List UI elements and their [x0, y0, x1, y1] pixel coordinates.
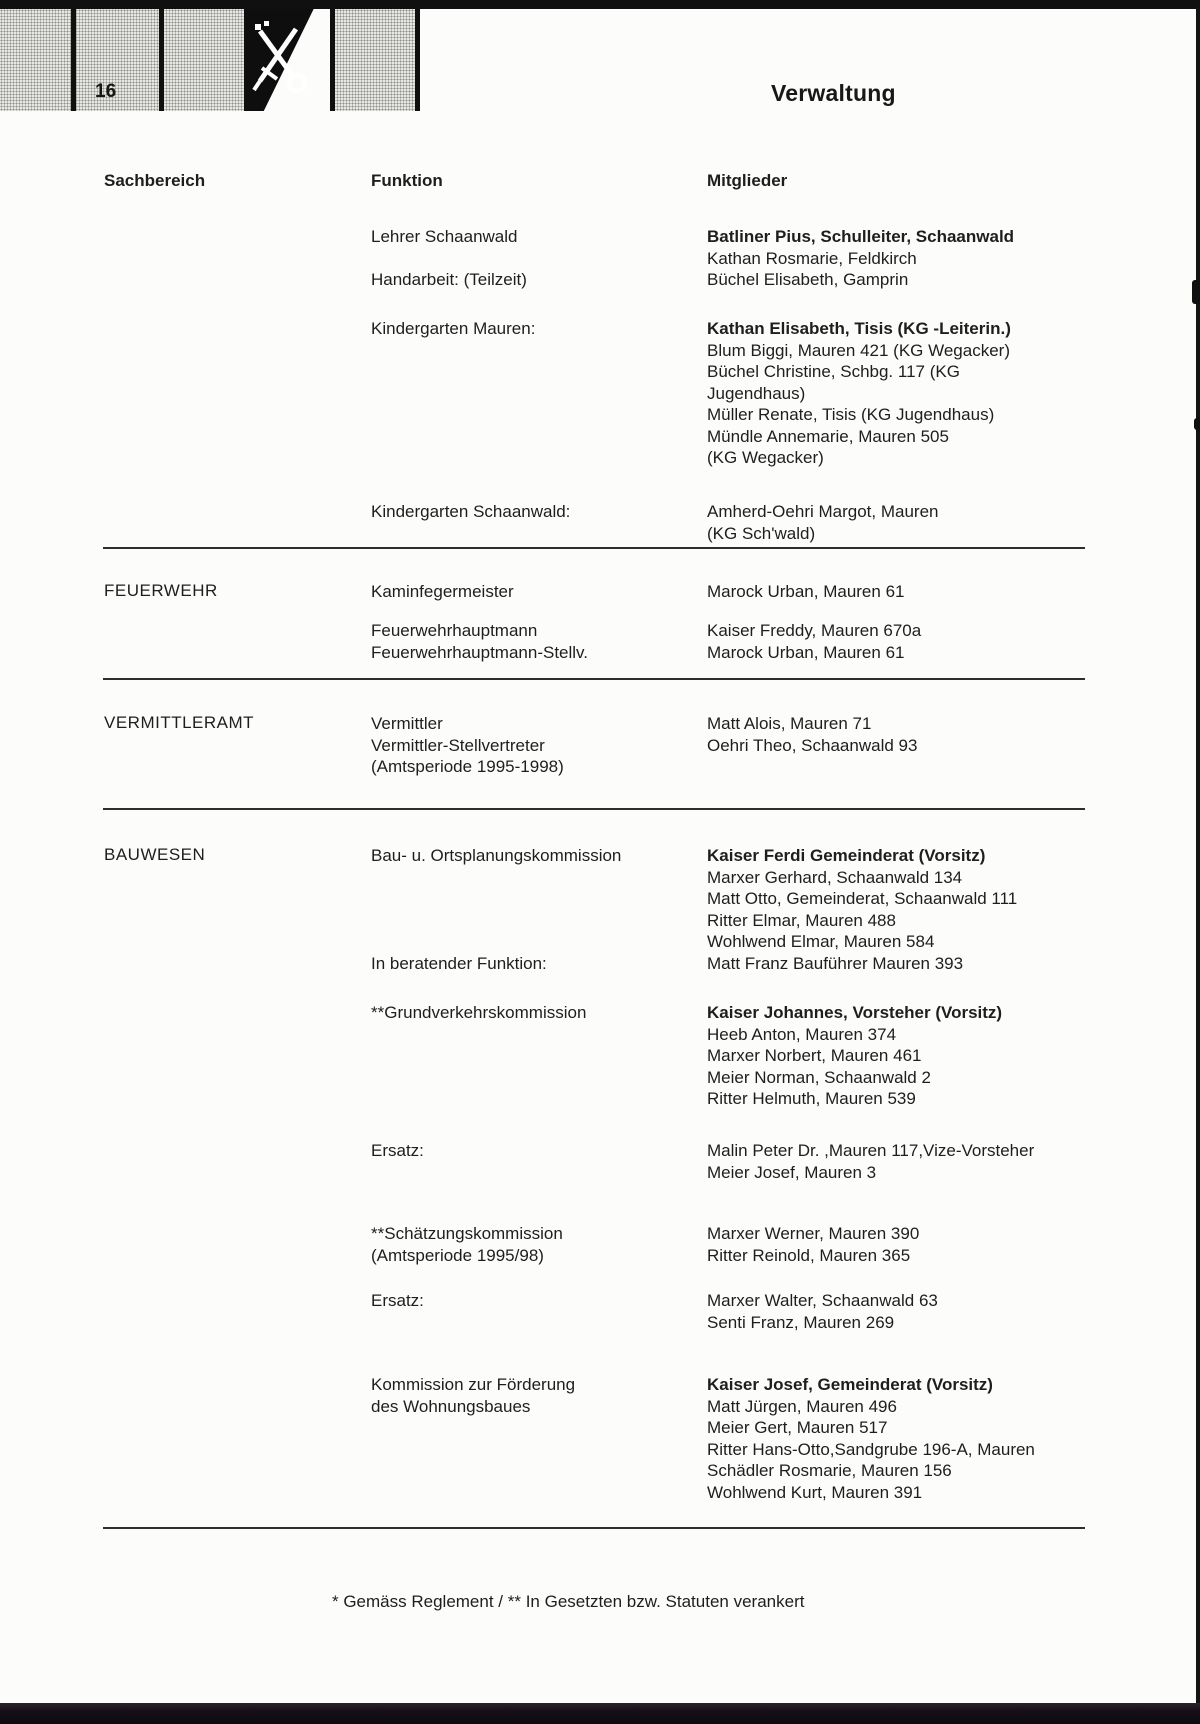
section-divider-rule	[103, 808, 1085, 810]
mitglieder-line: Marxer Werner, Mauren 390	[707, 1224, 920, 1243]
mitglieder-line: Kaiser Johannes, Vorsteher (Vorsitz)	[707, 1003, 1003, 1022]
funktion-cell	[371, 1290, 424, 1312]
mitglieder-line: Meier Gert, Mauren 517	[707, 1418, 888, 1437]
mitglieder-line: Wohlwend Elmar, Mauren 584	[707, 932, 935, 951]
funktion-cell	[371, 845, 621, 974]
mitglieder-cell	[707, 1374, 1035, 1503]
mitglieder-cell	[707, 581, 904, 603]
header-divider	[71, 9, 76, 111]
mitglieder-cell	[707, 845, 1017, 974]
funktion-line: Lehrer Schaanwald	[371, 227, 518, 246]
funktion-line	[371, 248, 527, 270]
mitglieder-line: Kaiser Freddy, Mauren 670a	[707, 621, 922, 640]
funktion-line: Kindergarten Mauren:	[371, 319, 536, 338]
mitglieder-line: Marxer Norbert, Mauren 461	[707, 1046, 922, 1065]
funktion-line: Kindergarten Schaanwald:	[371, 502, 571, 521]
column-header-funktion: Funktion	[371, 171, 443, 190]
mitglieder-line: Kaiser Josef, Gemeinderat (Vorsitz)	[707, 1375, 993, 1394]
section-divider-rule	[103, 547, 1085, 549]
mitglieder-line: Kaiser Ferdi Gemeinderat (Vorsitz)	[707, 846, 986, 865]
section-label-vermittleramt: VERMITTLERAMT	[104, 713, 255, 732]
crossed-sword-key-icon	[250, 21, 314, 99]
mitglieder-line: Büchel Christine, Schbg. 117 (KG	[707, 362, 960, 381]
mitglieder-line: (KG Sch'wald)	[707, 523, 816, 543]
mitglieder-line: Meier Norman, Schaanwald 2	[707, 1067, 931, 1087]
funktion-line: Ersatz:	[371, 1291, 424, 1310]
mitglieder-cell	[707, 501, 938, 544]
mitglieder-line: Kathan Elisabeth, Tisis (KG -Leiterin.)	[707, 319, 1011, 338]
mitglieder-line: Mündle Annemarie, Mauren 505	[707, 426, 949, 446]
column-header-sachbereich: Sachbereich	[104, 171, 206, 190]
section-label-feuerwehr: FEUERWEHR	[104, 581, 218, 600]
mitglieder-line: Amherd-Oehri Margot, Mauren	[707, 502, 939, 521]
funktion-line: (Amtsperiode 1995/98)	[371, 1245, 544, 1265]
mitglieder-line: Marxer Walter, Schaanwald 63	[707, 1291, 938, 1310]
section-divider-rule	[103, 1527, 1085, 1529]
mitglieder-line: Matt Alois, Mauren 71	[707, 714, 872, 733]
footnote: * Gemäss Reglement / ** In Gesetzten bzw. Statuten verankert	[332, 1592, 805, 1611]
mitglieder-line: Kathan Rosmarie, Feldkirch	[707, 248, 917, 268]
mitglieder-cell	[707, 713, 917, 756]
mitglieder-line: Ritter Helmuth, Mauren 539	[707, 1089, 916, 1108]
header-divider	[159, 9, 164, 111]
mitglieder-line: Marxer Gerhard, Schaanwald 134	[707, 867, 963, 887]
funktion-line: **Schätzungskommission	[371, 1224, 563, 1243]
page-title: Verwaltung	[771, 80, 896, 106]
page-number: 16	[95, 81, 117, 102]
column-header-mitglieder: Mitglieder	[707, 171, 788, 190]
mitglieder-line: Jugendhaus)	[707, 383, 806, 403]
scan-artifact	[1194, 418, 1200, 430]
funktion-cell	[371, 226, 527, 291]
funktion-line: (Amtsperiode 1995-1998)	[371, 757, 564, 776]
mitglieder-line: Schädler Rosmarie, Mauren 156	[707, 1461, 952, 1480]
funktion-cell	[371, 501, 570, 523]
mitglieder-cell	[707, 1223, 919, 1266]
funktion-cell	[371, 1223, 563, 1266]
mitglieder-line: Matt Franz Bauführer Mauren 393	[707, 953, 964, 973]
mitglieder-line: Batliner Pius, Schulleiter, Schaanwald	[707, 227, 1015, 246]
mitglieder-line: Matt Jürgen, Mauren 496	[707, 1396, 897, 1416]
funktion-line: Kommission zur Förderung	[371, 1375, 576, 1394]
scan-artifact	[1192, 280, 1200, 304]
funktion-cell	[371, 713, 564, 778]
section-divider-rule	[103, 678, 1085, 680]
mitglieder-cell	[707, 1140, 1034, 1183]
scan-right-edge	[1196, 8, 1200, 1724]
funktion-cell	[371, 1002, 586, 1024]
header-bar	[0, 9, 420, 111]
funktion-line: In beratender Funktion:	[371, 953, 547, 973]
mitglieder-cell	[707, 226, 1014, 291]
mitglieder-line: Blum Biggi, Mauren 421 (KG Wegacker)	[707, 340, 1010, 360]
mitglieder-line: Oehri Theo, Schaanwald 93	[707, 735, 918, 755]
header-divider	[330, 9, 335, 111]
mitglieder-cell	[707, 318, 1011, 469]
section-label-bauwesen: BAUWESEN	[104, 845, 206, 864]
mitglieder-line: (KG Wegacker)	[707, 448, 824, 467]
mitglieder-line: Marock Urban, Mauren 61	[707, 642, 905, 662]
funktion-line	[371, 931, 621, 953]
funktion-cell	[371, 1374, 575, 1417]
page-top-edge	[0, 0, 1200, 9]
funktion-line: des Wohnungsbaues	[371, 1396, 531, 1416]
funktion-line: Feuerwehrhauptmann-Stellv.	[371, 642, 589, 662]
funktion-line: Bau- u. Ortsplanungskommission	[371, 846, 622, 865]
mitglieder-line: Marock Urban, Mauren 61	[707, 582, 905, 601]
mitglieder-line: Ritter Elmar, Mauren 488	[707, 910, 896, 930]
mitglieder-line: Ritter Hans-Otto,Sandgrube 196-A, Mauren	[707, 1439, 1035, 1459]
funktion-line	[371, 888, 621, 910]
header-divider	[415, 9, 420, 111]
funktion-line: Ersatz:	[371, 1141, 424, 1160]
funktion-cell	[371, 1140, 424, 1162]
mitglieder-line: Heeb Anton, Mauren 374	[707, 1024, 897, 1044]
page-bottom-edge	[0, 1703, 1200, 1724]
mitglieder-line: Matt Otto, Gemeinderat, Schaanwald 111	[707, 889, 1018, 908]
funktion-cell	[371, 318, 535, 340]
mitglieder-line: Ritter Reinold, Mauren 365	[707, 1245, 911, 1265]
mitglieder-cell	[707, 1290, 938, 1333]
mitglieder-line: Büchel Elisabeth, Gamprin	[707, 270, 909, 289]
mitglieder-line: Senti Franz, Mauren 269	[707, 1312, 895, 1332]
mitglieder-cell	[707, 1002, 1002, 1110]
mitglieder-line: Müller Renate, Tisis (KG Jugendhaus)	[707, 405, 995, 424]
funktion-line	[371, 910, 621, 932]
funktion-line: Handarbeit: (Teilzeit)	[371, 270, 527, 289]
funktion-line: Feuerwehrhauptmann	[371, 621, 538, 640]
funktion-line	[371, 867, 621, 889]
municipal-emblem	[244, 9, 330, 111]
funktion-cell	[371, 620, 588, 663]
funktion-line: Vermittler	[371, 714, 443, 733]
funktion-cell	[371, 581, 514, 603]
mitglieder-line: Malin Peter Dr. ,Mauren 117,Vize-Vorsteher	[707, 1141, 1035, 1160]
funktion-line: Vermittler-Stellvertreter	[371, 735, 545, 755]
mitglieder-cell	[707, 620, 921, 663]
funktion-line: Kaminfegermeister	[371, 582, 514, 601]
mitglieder-line: Meier Josef, Mauren 3	[707, 1162, 877, 1182]
funktion-line: **Grundverkehrskommission	[371, 1003, 587, 1022]
mitglieder-line: Wohlwend Kurt, Mauren 391	[707, 1482, 923, 1502]
